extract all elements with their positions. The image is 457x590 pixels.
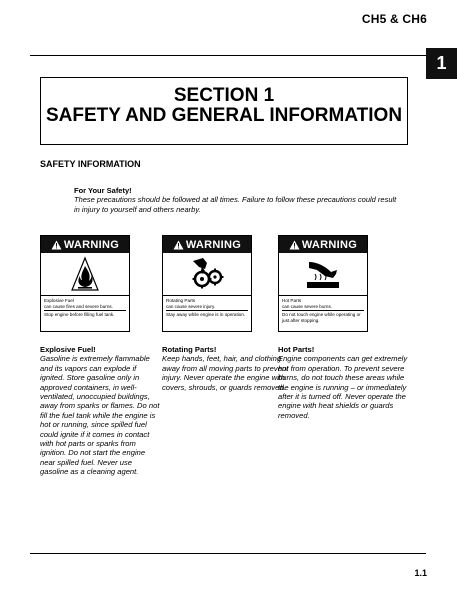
column-heading: Explosive Fuel! <box>40 345 96 354</box>
column-body: Gasoline is extremely flammable and its vapors can explode if ignited. Store gasoline only in approved containers, in well-ventilated, unoccupied buildings, away from sparks or flames. Do not fill the fuel tank while the engine is hot or running, since spilled fuel could ignite if it comes in contact with hot parts or sparks from ignition. Do not start the engine near spilled fuel. Never use gasoline as a cleaning agent. <box>40 354 160 477</box>
section-number: SECTION 1 <box>173 85 275 106</box>
column-body: Keep hands, feet, hair, and clothing away from all moving parts to prevent injury. Never operate the engine with covers, shrouds, or guards removed. <box>162 354 289 392</box>
column-heading: Hot Parts! <box>278 345 315 354</box>
warning-instruction: Stop engine before filling fuel tank. <box>44 312 115 318</box>
warning-triangle-icon <box>51 240 62 250</box>
warning-header <box>41 236 129 253</box>
warning-header-text: WARNING <box>63 238 120 251</box>
warning-card-hot <box>278 235 368 332</box>
section-title: SAFETY AND GENERAL INFORMATION <box>45 105 403 126</box>
warning-triangle-icon <box>173 240 184 250</box>
warning-card-fuel <box>40 235 130 332</box>
column-rotating-parts <box>162 345 294 392</box>
section-title-box <box>40 77 408 145</box>
page-number: 1.1 <box>414 568 427 578</box>
warning-header-text: WARNING <box>301 238 358 251</box>
warning-header <box>163 236 251 253</box>
warning-hazard: can cause severe injury. <box>166 304 248 312</box>
warning-instruction: Stay away while engine is in operation. <box>166 312 246 318</box>
header-model: CH5 & CH6 <box>361 12 427 26</box>
warning-instruction: Do not touch engine while operating or just after stopping. <box>282 312 361 323</box>
footer-rule <box>30 553 426 554</box>
warning-hazard: can cause fires and severe burns. <box>44 304 126 312</box>
section-tab: 1 <box>426 48 457 79</box>
rotating-gears-icon <box>163 253 251 296</box>
warning-triangle-icon <box>289 240 300 250</box>
fire-icon <box>41 253 129 296</box>
warning-header-text: WARNING <box>185 238 242 251</box>
warning-header <box>279 236 367 253</box>
column-explosive-fuel <box>40 345 160 477</box>
warning-card-rotating <box>162 235 252 332</box>
column-heading: Rotating Parts! <box>162 345 217 354</box>
warning-title: Hot Parts <box>282 298 302 303</box>
warning-hazard: can cause severe burns. <box>282 304 364 312</box>
warning-title: Explosive Fuel <box>44 298 74 303</box>
hot-surface-icon <box>279 253 367 296</box>
column-body: Engine components can get extremely hot from operation. To prevent severe burns, do not touch these areas while the engine is running – or immediately after it is turned off. Never operate the engine with heat shields or guards removed. <box>278 354 408 420</box>
precautions-text: These precautions should be followed at all times. Failure to follow these precautions could result in injury to yourself and others nearby. <box>74 195 397 214</box>
your-safety-label: For Your Safety! <box>74 186 132 195</box>
header-rule <box>30 55 426 56</box>
safety-heading: SAFETY INFORMATION <box>40 159 141 169</box>
column-hot-parts <box>278 345 410 420</box>
warning-title: Rotating Parts <box>166 298 196 303</box>
